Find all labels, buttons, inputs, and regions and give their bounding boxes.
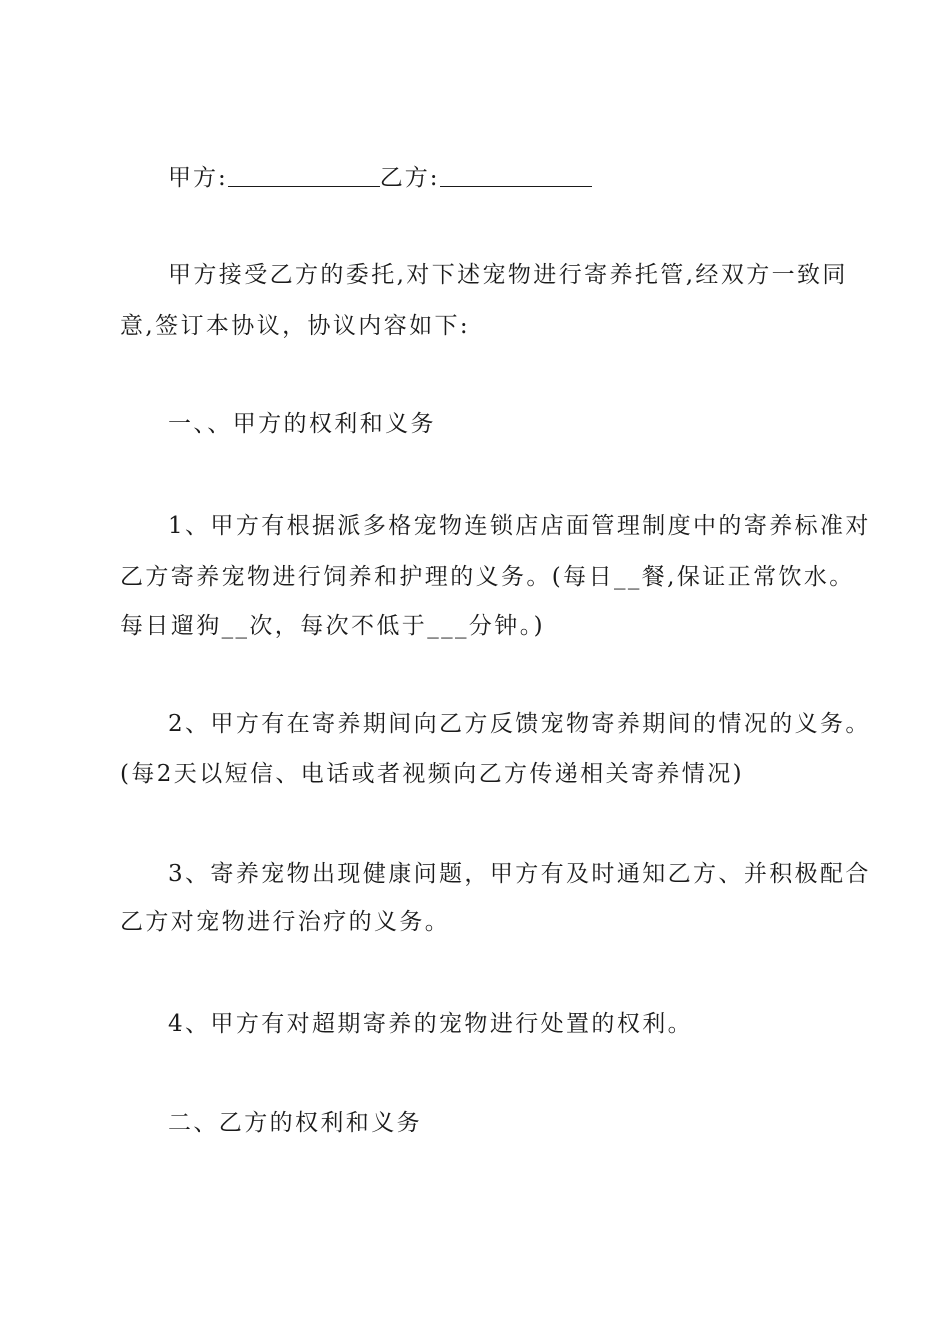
party-b-label: 乙方: bbox=[379, 165, 440, 191]
clause-2-line-1: 2、甲方有在寄养期间向乙方反馈宠物寄养期间的情况的义务。 bbox=[168, 711, 871, 737]
clause-1-line-3: 每日遛狗__次，每次不低于___分钟。) bbox=[120, 613, 545, 639]
intro-paragraph-line-1: 甲方接受乙方的委托,对下述宠物进行寄养托管,经双方一致同 bbox=[168, 262, 848, 288]
party-a-blank bbox=[228, 160, 380, 187]
clause-1-line-2: 乙方寄养宠物进行饲养和护理的义务。(每日__餐,保证正常饮水。 bbox=[120, 564, 855, 590]
clause-1-line-1: 1、甲方有根据派多格宠物连锁店店面管理制度中的寄养标准对 bbox=[168, 513, 871, 539]
clause-3-line-2: 乙方对宠物进行治疗的义务。 bbox=[120, 909, 451, 935]
section-heading-party-a: 一、、甲方的权利和义务 bbox=[168, 411, 436, 437]
clause-3-line-1: 3、寄养宠物出现健康问题，甲方有及时通知乙方、并积极配合 bbox=[168, 861, 871, 887]
party-a-label: 甲方: bbox=[168, 165, 228, 191]
intro-paragraph-line-2: 意,签订本协议，协议内容如下: bbox=[120, 313, 471, 339]
party-b-blank bbox=[440, 160, 592, 187]
clause-4-line-1: 4、甲方有对超期寄养的宠物进行处置的权利。 bbox=[168, 1011, 694, 1037]
parties-line bbox=[168, 158, 592, 198]
section-heading-party-b: 二、乙方的权利和义务 bbox=[168, 1110, 422, 1136]
clause-2-line-2: (每2天以短信、电话或者视频向乙方传递相关寄养情况) bbox=[120, 761, 744, 787]
